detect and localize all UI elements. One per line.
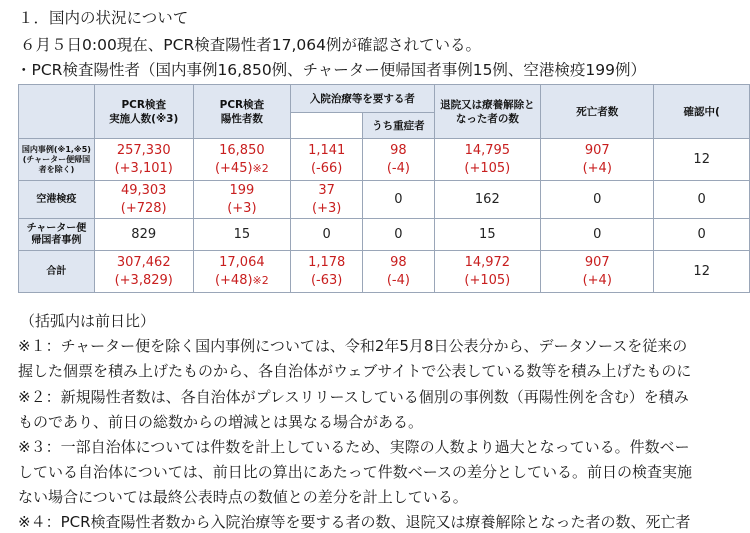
positives-value: 16,850 xyxy=(219,142,265,158)
discharged-value: 14,795 xyxy=(464,142,511,158)
confirming-value: 12 xyxy=(654,139,750,181)
discharged-diff: (+105) xyxy=(464,160,511,176)
status-table xyxy=(18,84,750,293)
tests-value: 257,330 xyxy=(116,142,171,158)
section-title: １．国内の状況について xyxy=(18,9,189,27)
hospitalized-value: 37 xyxy=(318,182,335,198)
positives-value: 199 xyxy=(229,182,255,198)
severe-value: 0 xyxy=(363,219,434,251)
header-discharged: 退院又は療養解除と なった者の数 xyxy=(434,85,541,139)
hospitalized-diff: (-63) xyxy=(310,272,343,288)
hospitalized-value: 1,141 xyxy=(308,142,346,158)
severe-diff: (-4) xyxy=(386,272,410,288)
positives-diff: (+48) xyxy=(214,272,253,288)
positives-note: ※2 xyxy=(252,273,269,287)
discharged-value: 15 xyxy=(434,219,541,251)
deaths-value: 907 xyxy=(584,254,610,270)
note-3-line-2: している自治体については、前日比の算出にあたって件数ベースの差分としている。前日の検査実施 xyxy=(18,463,692,481)
tests-value: 49,303 xyxy=(120,182,167,198)
discharged-value: 162 xyxy=(434,181,541,219)
positives-value: 15 xyxy=(193,219,291,251)
row-label: チャーター便 帰国者事例 xyxy=(19,219,95,251)
header-deaths: 死亡者数 xyxy=(541,85,654,139)
hospitalized-diff: (+3) xyxy=(312,200,342,216)
positives-diff: (+3) xyxy=(227,200,257,216)
row-label: 国内事例(※1,※5) (チャーター便帰国 者を除く) xyxy=(19,139,95,181)
confirming-value: 0 xyxy=(654,219,750,251)
summary-line: ６月５日0:00現在、PCR検査陽性者17,064例が確認されている。 xyxy=(20,36,481,54)
header-severe: うち重症者 xyxy=(363,113,434,139)
hospitalized-value: 1,178 xyxy=(308,254,346,270)
tests-diff: (+3,101) xyxy=(114,160,173,176)
header-confirming: 確認中( xyxy=(654,85,750,139)
deaths-value: 907 xyxy=(584,142,610,158)
table-row-domestic xyxy=(19,139,750,181)
hospitalized-diff: (-66) xyxy=(310,160,343,176)
note-2-line-1: ※２：新規陽性者数は、各自治体がプレスリリースしている個別の事例数（再陽性例を含む）を積み xyxy=(18,388,689,406)
severe-value: 98 xyxy=(390,254,407,270)
deaths-value: 0 xyxy=(541,181,654,219)
note-3-line-1: ※３：一部自治体については件数を計上しているため、実際の人数より過大となっている。件数ベー xyxy=(18,438,690,456)
note-3-line-3: ない場合については最終公表時点の数値との差分を計上している。 xyxy=(18,488,468,506)
severe-value: 0 xyxy=(363,181,434,219)
note-2-line-2: ものであり、前日の総数からの増減とは異なる場合がある。 xyxy=(18,413,424,431)
positives-diff: (+45) xyxy=(214,160,253,176)
positives-value: 17,064 xyxy=(219,254,265,270)
severe-diff: (-4) xyxy=(386,160,410,176)
confirming-value: 0 xyxy=(654,181,750,219)
table-row-total xyxy=(19,251,750,293)
positives-breakdown: ・PCR検査陽性者（国内事例16,850例、チャーター便帰国者事例15例、空港検疫199例） xyxy=(16,61,647,79)
tests-diff: (+728) xyxy=(120,200,167,216)
deaths-value: 0 xyxy=(541,219,654,251)
hospitalized-value: 0 xyxy=(291,219,363,251)
row-label: 空港検疫 xyxy=(19,181,95,219)
table-row-airport xyxy=(19,181,750,219)
header-tests: PCR検査 実施人数(※3) xyxy=(94,85,193,139)
tests-value: 307,462 xyxy=(116,254,171,270)
positives-note: ※2 xyxy=(252,161,269,175)
severe-value: 98 xyxy=(390,142,407,158)
tests-value: 829 xyxy=(94,219,193,251)
confirming-value: 12 xyxy=(654,251,750,293)
note-1-line-2: 握した個票を積み上げたものから、各自治体がウェブサイトで公表している数等を積み上げたものに xyxy=(18,362,692,380)
header-hospitalized-blank xyxy=(291,113,363,139)
note-parenthesis: （括弧内は前日比） xyxy=(20,312,156,330)
deaths-diff: (+4) xyxy=(582,160,612,176)
deaths-diff: (+4) xyxy=(582,272,612,288)
header-hospitalized: 入院治療等を要する者 xyxy=(291,85,434,113)
row-label: 合計 xyxy=(19,251,95,293)
note-4-line-1: ※４：PCR検査陽性者数から入院治療等を要する者の数、退院又は療養解除となった者の数、死亡者 xyxy=(18,513,691,531)
header-positives: PCR検査 陽性者数 xyxy=(193,85,291,139)
note-1-line-1: ※１：チャーター便を除く国内事例については、令和2年5月8日公表分から、データソースを従来の xyxy=(18,337,688,355)
discharged-value: 14,972 xyxy=(464,254,511,270)
header-corner xyxy=(19,85,95,139)
discharged-diff: (+105) xyxy=(464,272,511,288)
table-row-charter xyxy=(19,219,750,251)
tests-diff: (+3,829) xyxy=(114,272,173,288)
